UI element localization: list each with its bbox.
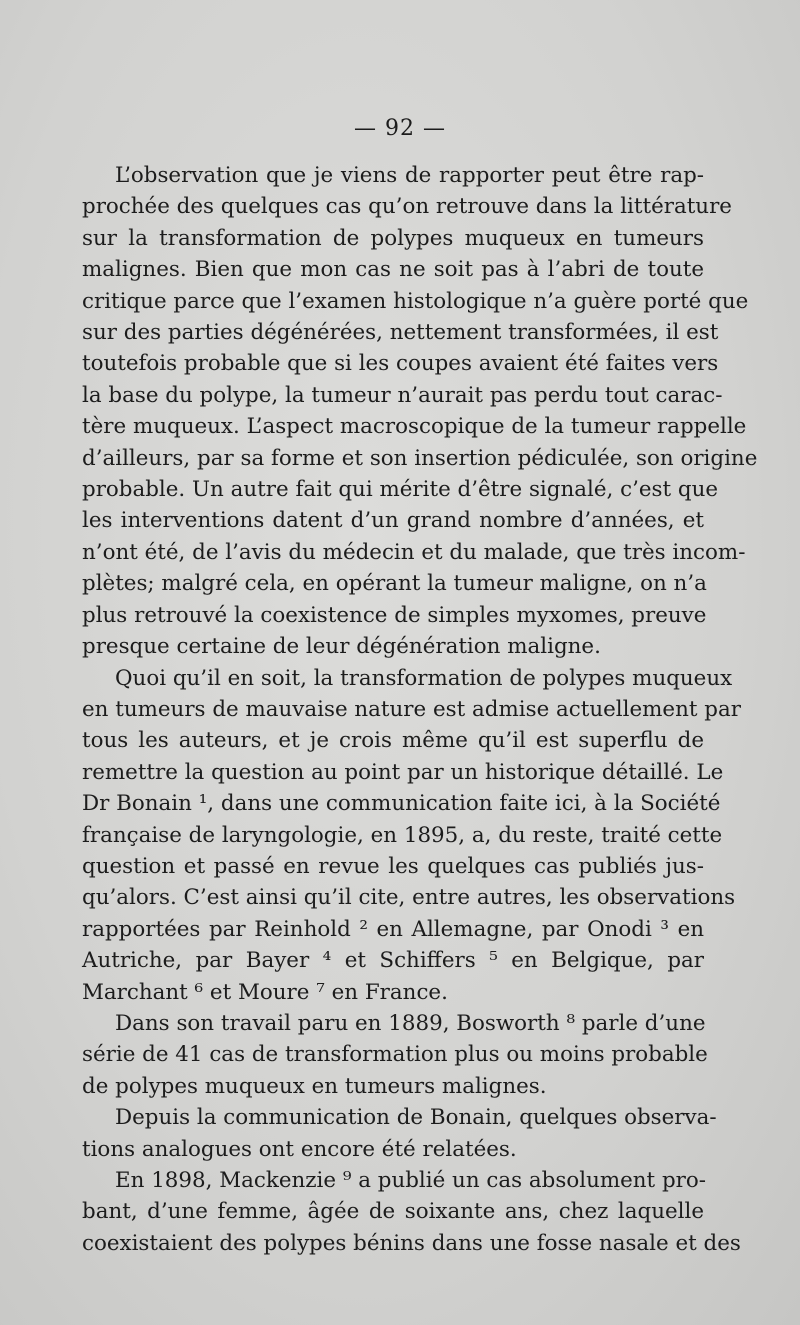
text-line: prochée des quelques cas qu’on retrouve dans la littérature xyxy=(82,194,732,220)
paragraph xyxy=(82,663,741,1008)
text-line: qu’alors. C’est ainsi qu’il cite, entre autres, les observations xyxy=(82,885,736,911)
text-line: Quoi qu’il en soit, la transformation de polypes muqueux xyxy=(115,665,733,691)
text-line: en tumeurs de mauvaise nature est admise actuellement par xyxy=(82,696,741,722)
paragraph xyxy=(82,1102,717,1165)
text-line: les interventions datent d’un grand nombre d’années, et xyxy=(82,508,704,534)
text-line: série de 41 cas de transformation plus ou moins probable xyxy=(82,1042,708,1068)
text-line: plètes; malgré cela, en opérant la tumeur maligne, on n’a xyxy=(82,571,707,597)
text-line: bant, d’une femme, âgée de soixante ans, chez laquelle xyxy=(82,1199,704,1225)
text-line: tous les auteurs, et je crois même qu’il est superflu de xyxy=(82,728,704,754)
text-line: d’ailleurs, par sa forme et son insertion pédiculée, son origine xyxy=(82,445,758,471)
text-line: Dr Bonain ¹, dans une communication faite ici, à la Société xyxy=(82,791,721,817)
text-line: Autriche, par Bayer ⁴ et Schiffers ⁵ en Belgique, par xyxy=(82,948,704,974)
text-line: n’ont été, de l’avis du médecin et du malade, que très incom- xyxy=(82,539,746,565)
text-line: sur des parties dégénérées, nettement transformées, il est xyxy=(82,320,719,346)
text-line: tions analogues ont encore été relatées. xyxy=(82,1136,517,1162)
paragraph xyxy=(82,160,758,663)
page-number: — 92 — xyxy=(354,116,446,141)
text-line: Marchant ⁶ et Moure ⁷ en France. xyxy=(82,979,448,1005)
text-line: question et passé en revue les quelques cas publiés jus- xyxy=(82,853,704,879)
text-line: de polypes muqueux en tumeurs malignes. xyxy=(82,1073,547,1099)
text-line: Depuis la communication de Bonain, quelques observa- xyxy=(115,1105,717,1131)
text-line: probable. Un autre fait qui mérite d’être signalé, c’est que xyxy=(82,477,719,503)
body-text xyxy=(82,160,758,1259)
text-line: remettre la question au point par un historique détaillé. Le xyxy=(82,759,724,785)
text-line: la base du polype, la tumeur n’aurait pas perdu tout carac- xyxy=(82,382,723,408)
text-line: française de laryngologie, en 1895, a, du reste, traité cette xyxy=(82,822,723,848)
text-line: L’observation que je viens de rapporter peut être rap- xyxy=(115,163,704,188)
text-line: toutefois probable que si les coupes avaient été faites vers xyxy=(82,351,719,377)
text-line: rapportées par Reinhold ² en Allemagne, par Onodi ³ en xyxy=(82,916,704,942)
text-line: presque certaine de leur dégénération maligne. xyxy=(82,634,601,660)
text-line: coexistaient des polypes bénins dans une fosse nasale et des xyxy=(82,1230,741,1256)
text-line: plus retrouvé la coexistence de simples myxomes, preuve xyxy=(82,602,707,628)
paragraph xyxy=(82,1165,741,1259)
text-line: sur la transformation de polypes muqueux en tumeurs xyxy=(82,225,704,251)
paragraph xyxy=(82,1008,708,1102)
text-line: Dans son travail paru en 1889, Bosworth ⁸ parle d’une xyxy=(115,1010,706,1036)
text-line: malignes. Bien que mon cas ne soit pas à l’abri de toute xyxy=(82,257,704,283)
text-line: En 1898, Mackenzie ⁹ a publié un cas absolument pro- xyxy=(115,1168,706,1193)
text-line: tère muqueux. L’aspect macroscopique de la tumeur rappelle xyxy=(82,414,747,440)
text-line: critique parce que l’examen histologique n’a guère porté que xyxy=(82,288,749,314)
